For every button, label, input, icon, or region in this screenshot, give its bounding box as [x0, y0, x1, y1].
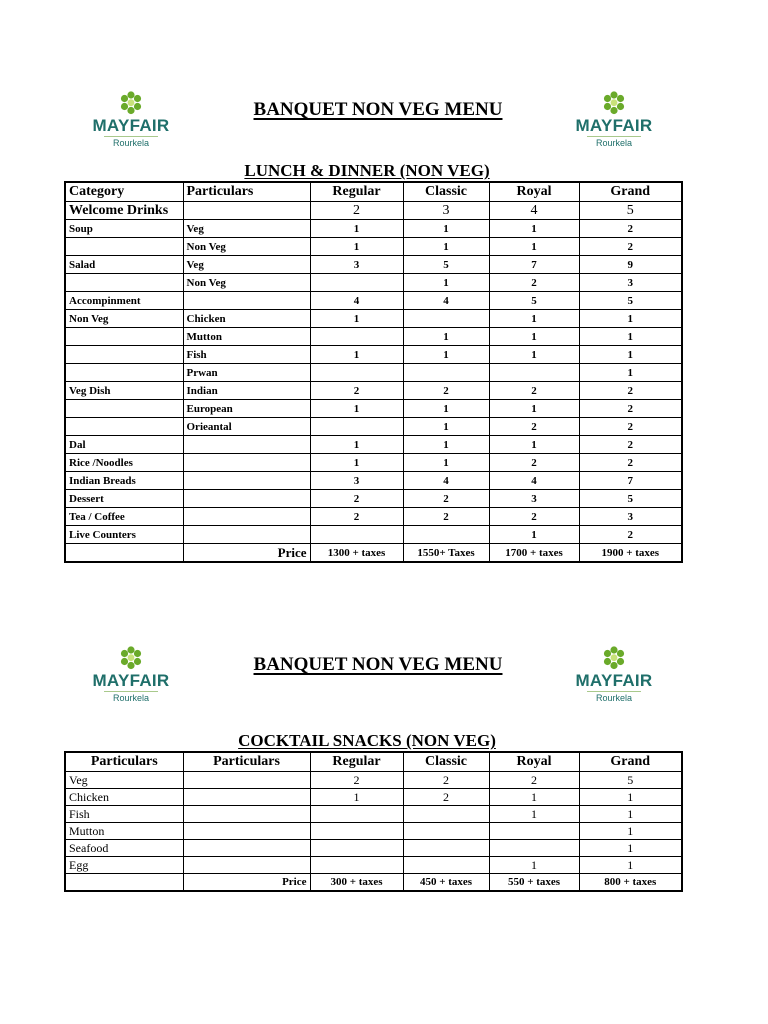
cell-classic: 1 [403, 418, 489, 436]
cell-royal: 5 [489, 292, 579, 310]
table-row [65, 400, 682, 418]
cell-particulars [183, 292, 310, 310]
header-grand: Grand [579, 182, 682, 202]
price-label: Price [183, 544, 310, 563]
cell-classic: 1 [403, 400, 489, 418]
lunch-dinner-menu-table [64, 181, 683, 563]
cell-regular: 1 [310, 436, 403, 454]
cell-grand: 2 [579, 238, 682, 256]
header-particulars: Particulars [65, 752, 183, 772]
table-row [65, 310, 682, 328]
cell-category: Chicken [65, 789, 183, 806]
table-row [65, 418, 682, 436]
table-row [65, 364, 682, 382]
cell-grand: 5 [579, 292, 682, 310]
price-royal: 1700 + taxes [489, 544, 579, 563]
price-regular: 1300 + taxes [310, 544, 403, 563]
table-row [65, 292, 682, 310]
cell-classic [403, 526, 489, 544]
cell-regular: 1 [310, 400, 403, 418]
table-row [65, 772, 682, 789]
cell-royal [489, 364, 579, 382]
cell-classic [403, 310, 489, 328]
table-row [65, 382, 682, 400]
cell-grand: 2 [579, 526, 682, 544]
cell-grand: 1 [579, 346, 682, 364]
cell-royal: 1 [489, 220, 579, 238]
cell-classic: 1 [403, 436, 489, 454]
cell-particulars: Orieantal [183, 418, 310, 436]
section1-subtitle: LUNCH & DINNER (NON VEG) [244, 161, 490, 180]
cell-grand: 5 [579, 490, 682, 508]
cell-royal: 2 [489, 382, 579, 400]
cell-royal: 3 [489, 490, 579, 508]
section2-title: BANQUET NON VEG MENU [253, 654, 503, 675]
cell-regular [310, 418, 403, 436]
cell-particulars [183, 526, 310, 544]
cell-regular [310, 274, 403, 292]
cell-category: Veg [65, 772, 183, 789]
cell-particulars: Veg [183, 256, 310, 274]
cell-regular: 1 [310, 454, 403, 472]
cell-royal: 1 [489, 806, 579, 823]
cell-particulars [183, 823, 310, 840]
price-classic: 1550+ Taxes [403, 544, 489, 563]
cell-regular: 4 [310, 292, 403, 310]
table-row [65, 454, 682, 472]
cell-classic: 4 [403, 472, 489, 490]
cell-royal: 2 [489, 772, 579, 789]
cell-royal: 1 [489, 789, 579, 806]
cell-grand: 5 [579, 772, 682, 789]
price-regular: 300 + taxes [310, 874, 403, 892]
cell-particulars: Mutton [183, 328, 310, 346]
cell-grand: 1 [579, 806, 682, 823]
cell-royal: 1 [489, 238, 579, 256]
cell-classic: 2 [403, 490, 489, 508]
cell-regular [310, 823, 403, 840]
header-category: Category [65, 182, 183, 202]
table-row [65, 840, 682, 857]
header-regular: Regular [310, 752, 403, 772]
cell-grand: 3 [579, 508, 682, 526]
price-label: Price [183, 874, 310, 892]
cell-category [65, 274, 183, 292]
cell-regular [310, 806, 403, 823]
section2-subtitle: COCKTAIL SNACKS (NON VEG) [238, 731, 496, 750]
cell-classic: 4 [403, 292, 489, 310]
cell-classic: 2 [403, 382, 489, 400]
cell-classic [403, 840, 489, 857]
brand-city: Rourkela [104, 136, 158, 148]
cell-category: Dessert [65, 490, 183, 508]
table-row [65, 436, 682, 454]
cell-regular: 1 [310, 789, 403, 806]
cell-category: Accompinment [65, 292, 183, 310]
cell-category: Mutton [65, 823, 183, 840]
cell-royal: 4 [489, 202, 579, 220]
header-regular: Regular [310, 182, 403, 202]
cell-particulars [183, 806, 310, 823]
cell-category: Seafood [65, 840, 183, 857]
cell-regular [310, 364, 403, 382]
cell-regular: 3 [310, 256, 403, 274]
header-grand: Grand [579, 752, 682, 772]
price-row [65, 874, 682, 892]
cell-royal: 1 [489, 400, 579, 418]
cell-royal: 1 [489, 526, 579, 544]
cell-regular: 2 [310, 772, 403, 789]
cell-particulars: Chicken [183, 310, 310, 328]
cell-royal: 2 [489, 454, 579, 472]
cell-classic: 1 [403, 346, 489, 364]
cell-regular: 1 [310, 346, 403, 364]
table-row [65, 202, 682, 220]
cell-classic: 1 [403, 238, 489, 256]
cell-particulars [183, 436, 310, 454]
header-particulars: Particulars [183, 182, 310, 202]
table-row [65, 823, 682, 840]
cell-category: Salad [65, 256, 183, 274]
price-classic: 450 + taxes [403, 874, 489, 892]
table-row [65, 256, 682, 274]
cell-grand: 2 [579, 382, 682, 400]
cell-grand: 2 [579, 418, 682, 436]
table-row [65, 328, 682, 346]
cell-particulars: Non Veg [183, 238, 310, 256]
brand-name: MAYFAIR [575, 116, 653, 135]
cell-regular [310, 526, 403, 544]
cell-royal: 1 [489, 857, 579, 874]
cell-particulars [183, 454, 310, 472]
cell-particulars: European [183, 400, 310, 418]
table-row [65, 806, 682, 823]
cell-classic [403, 823, 489, 840]
cell-grand: 2 [579, 454, 682, 472]
price-row [65, 544, 682, 563]
header-royal: Royal [489, 752, 579, 772]
cell-category [65, 238, 183, 256]
brand-city: Rourkela [587, 691, 641, 703]
cell-classic [403, 806, 489, 823]
cell-classic: 1 [403, 328, 489, 346]
cell-royal [489, 840, 579, 857]
brand-name: MAYFAIR [92, 116, 170, 135]
cocktail-snacks-table [64, 751, 683, 892]
cell-particulars [183, 789, 310, 806]
cell-particulars: Fish [183, 346, 310, 364]
cell-classic: 2 [403, 789, 489, 806]
cell-category: Egg [65, 857, 183, 874]
brand-name: MAYFAIR [92, 671, 170, 690]
cell-particulars: Non Veg [183, 274, 310, 292]
cell-grand: 1 [579, 328, 682, 346]
table-row [65, 490, 682, 508]
cell-particulars [183, 472, 310, 490]
cell-grand: 2 [579, 400, 682, 418]
cell-classic: 5 [403, 256, 489, 274]
cell-regular: 1 [310, 310, 403, 328]
cell-royal: 1 [489, 346, 579, 364]
cell-royal: 2 [489, 508, 579, 526]
cell-royal [489, 823, 579, 840]
cell-grand: 1 [579, 840, 682, 857]
cell-grand: 1 [579, 789, 682, 806]
cell-royal: 1 [489, 436, 579, 454]
cell-royal: 1 [489, 328, 579, 346]
cell-empty [65, 874, 183, 892]
cell-regular: 3 [310, 472, 403, 490]
cell-regular: 2 [310, 202, 403, 220]
cell-grand: 2 [579, 220, 682, 238]
cell-particulars [183, 772, 310, 789]
table-row [65, 346, 682, 364]
cell-classic: 2 [403, 772, 489, 789]
cell-particulars: Indian [183, 382, 310, 400]
price-grand: 1900 + taxes [579, 544, 682, 563]
cell-royal: 2 [489, 274, 579, 292]
cell-regular: 1 [310, 220, 403, 238]
cell-particulars: Prwan [183, 364, 310, 382]
cell-royal: 1 [489, 310, 579, 328]
cell-grand: 1 [579, 310, 682, 328]
table-row [65, 220, 682, 238]
cell-grand: 7 [579, 472, 682, 490]
table-row [65, 274, 682, 292]
cell-regular: 2 [310, 382, 403, 400]
cell-grand: 5 [579, 202, 682, 220]
cell-grand: 1 [579, 823, 682, 840]
table-row [65, 789, 682, 806]
header-royal: Royal [489, 182, 579, 202]
cell-particulars [183, 857, 310, 874]
cell-grand: 1 [579, 364, 682, 382]
cell-royal: 4 [489, 472, 579, 490]
table-row [65, 857, 682, 874]
cell-particulars [183, 508, 310, 526]
cell-category: Tea / Coffee [65, 508, 183, 526]
section1-title: BANQUET NON VEG MENU [253, 99, 503, 120]
cell-regular: 2 [310, 490, 403, 508]
cell-regular: 2 [310, 508, 403, 526]
cell-regular: 1 [310, 238, 403, 256]
cell-category [65, 328, 183, 346]
cell-category: Welcome Drinks [65, 202, 183, 220]
cell-particulars [183, 840, 310, 857]
brand-city: Rourkela [104, 691, 158, 703]
cell-category [65, 364, 183, 382]
cell-empty [65, 544, 183, 563]
cell-regular [310, 328, 403, 346]
cell-category: Fish [65, 806, 183, 823]
cell-classic: 1 [403, 454, 489, 472]
cell-classic: 3 [403, 202, 489, 220]
cell-classic [403, 364, 489, 382]
brand-city: Rourkela [587, 136, 641, 148]
header-classic: Classic [403, 752, 489, 772]
cell-category: Indian Breads [65, 472, 183, 490]
table-row [65, 508, 682, 526]
cell-category [65, 400, 183, 418]
cell-category: Non Veg [65, 310, 183, 328]
header-particulars-2: Particulars [183, 752, 310, 772]
cell-category: Dal [65, 436, 183, 454]
brand-name: MAYFAIR [575, 671, 653, 690]
table-header-row [65, 182, 682, 202]
table-row [65, 238, 682, 256]
cell-particulars: Veg [183, 220, 310, 238]
cell-classic [403, 857, 489, 874]
cell-category [65, 346, 183, 364]
table-row [65, 472, 682, 490]
table-row [65, 526, 682, 544]
price-royal: 550 + taxes [489, 874, 579, 892]
cell-grand: 1 [579, 857, 682, 874]
price-grand: 800 + taxes [579, 874, 682, 892]
header-classic: Classic [403, 182, 489, 202]
cell-category: Rice /Noodles [65, 454, 183, 472]
cell-category [65, 418, 183, 436]
cell-particulars [183, 202, 310, 220]
cell-grand: 2 [579, 436, 682, 454]
cell-grand: 3 [579, 274, 682, 292]
cell-category: Live Counters [65, 526, 183, 544]
cell-royal: 7 [489, 256, 579, 274]
cell-grand: 9 [579, 256, 682, 274]
cell-classic: 2 [403, 508, 489, 526]
cell-category: Veg Dish [65, 382, 183, 400]
cell-regular [310, 857, 403, 874]
cell-particulars [183, 490, 310, 508]
cell-classic: 1 [403, 274, 489, 292]
cell-regular [310, 840, 403, 857]
cell-classic: 1 [403, 220, 489, 238]
cell-category: Soup [65, 220, 183, 238]
cell-royal: 2 [489, 418, 579, 436]
table-header-row [65, 752, 682, 772]
